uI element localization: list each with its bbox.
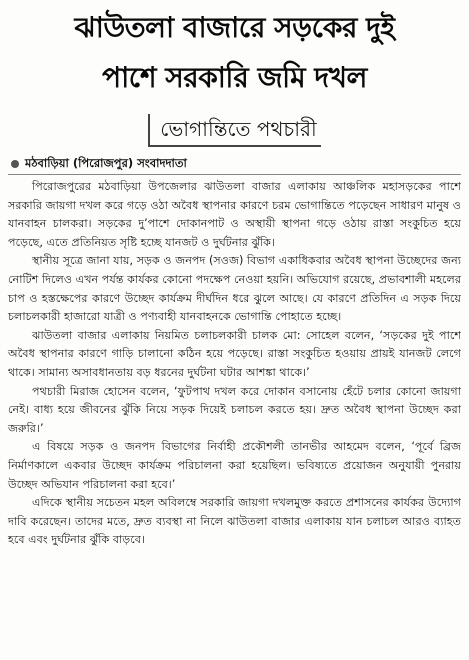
- article-body: [8, 178, 461, 550]
- paragraph-1: পিরোজপুরের মঠবাড়িয়া উপজেলার ঝাউতলা বাজার এলাকায় আঞ্চলিক মহাসড়কের পাশে সরকারি জায়গা দখল করে গড়ে ওঠা অবৈধ স্থাপনার কারণে চরম ভোগান্তিতে পড়েছেন সাধারণ মানুষ ও যানবাহন চালকরা। সড়কের দু’পাশে দোকানপাট ও অস্থায়ী স্থাপনা গড়ে ওঠায় রাস্তা সংকুচিত হয়ে পড়েছে, এতে প্রতিনিয়ত সৃষ্টি হচ্ছে যানজট ও দুর্ঘটনার ঝুঁকি।: [8, 180, 461, 249]
- divider: [8, 174, 461, 175]
- subheadline-box: [0, 114, 469, 147]
- headline-line-1: ঝাউতলা বাজারে সড়কের দুই: [74, 11, 395, 44]
- subheadline: ভোগান্তিতে পথচারী: [148, 114, 320, 147]
- paragraph-4: পথচারী মিরাজ হোসেন বলেন, ‘ফুটপাথ দখল করে দোকান বসানোয় হেঁটে চলার কোনো জায়গা নেই। বাধ্য হয়ে জীবনের ঝুঁকি নিয়ে সড়ক দিয়েই চলাচল করতে হয়। দ্রুত অবৈধ স্থাপনা উচ্ছেদ করা জরুরি।’: [8, 384, 461, 435]
- paragraph-5: এ বিষয়ে সড়ক ও জনপদ বিভাগের নির্বাহী প্রকৌশলী তানভীর আহমেদ বলেন, ‘পূর্বে ব্রিজ নির্মাণকালে একবার উচ্ছেদ কার্যক্রম পরিচালনা করা হয়েছিল। ভবিষ্যতে প্রয়োজন অনুযায়ী পুনরায় উচ্ছেদ অভিযান পরিচালনা করা হবে।’: [8, 440, 461, 491]
- paragraph-3: ঝাউতলা বাজার এলাকায় নিয়মিত চলাচলকারী চালক মো: সোহেল বলেন, ‘সড়কের দুই পাশে অবৈধ স্থাপনার কারণে গাড়ি চালানো কঠিন হয়ে পড়েছে। রাস্তা সংকুচিত হওয়ায় প্রায়ই যানজট লেগে থাকে। সামান্য অসাবধানতায় বড় ধরনের দুর্ঘটনা ঘটার আশঙ্কা থাকে।’: [8, 328, 461, 379]
- headline-line-2: পাশে সরকারি জমি দখল: [102, 61, 367, 94]
- byline-text: মঠবাড়িয়া (পিরোজপুর) সংবাদদাতা: [25, 156, 187, 170]
- paragraph-2: স্থানীয় সূত্রে জানা যায়, সড়ক ও জনপদ (সওজ) বিভাগ একাধিকবার অবৈধ স্থাপনা উচ্ছেদের জন্য নোটিশ দিলেও এখন পর্যন্ত কার্যকর কোনো পদক্ষেপ নেওয়া হয়নি। অভিযোগ রয়েছে, প্রভাবশালী মহলের চাপ ও হস্তক্ষেপের কারণে উচ্ছেদ কার্যক্রম দীর্ঘদিন ধরে ঝুলে আছে। যে কারণে প্রতিদিন এ সড়ক দিয়ে চলাচলকারী হাজারো যাত্রী ও পণ্যবাহী যানবাহনকে ভোগান্তি পোহাতে হচ্ছে।: [8, 254, 461, 324]
- byline: [11, 155, 187, 171]
- bullet-icon: [11, 160, 19, 168]
- paragraph-6: এদিকে স্থানীয় সচেতন মহল অবিলম্বে সরকারি জায়গা দখলমুক্ত করতে প্রশাসনের কার্যকর উদ্যোগ দাবি করেছেন। তাদের মতে, দ্রুত ব্যবস্থা না নিলে ঝাউতলা বাজার এলাকায় যান চলাচল আরও ব্যাহত হবে এবং দুর্ঘটনার ঝুঁকি বাড়বে।: [8, 496, 461, 547]
